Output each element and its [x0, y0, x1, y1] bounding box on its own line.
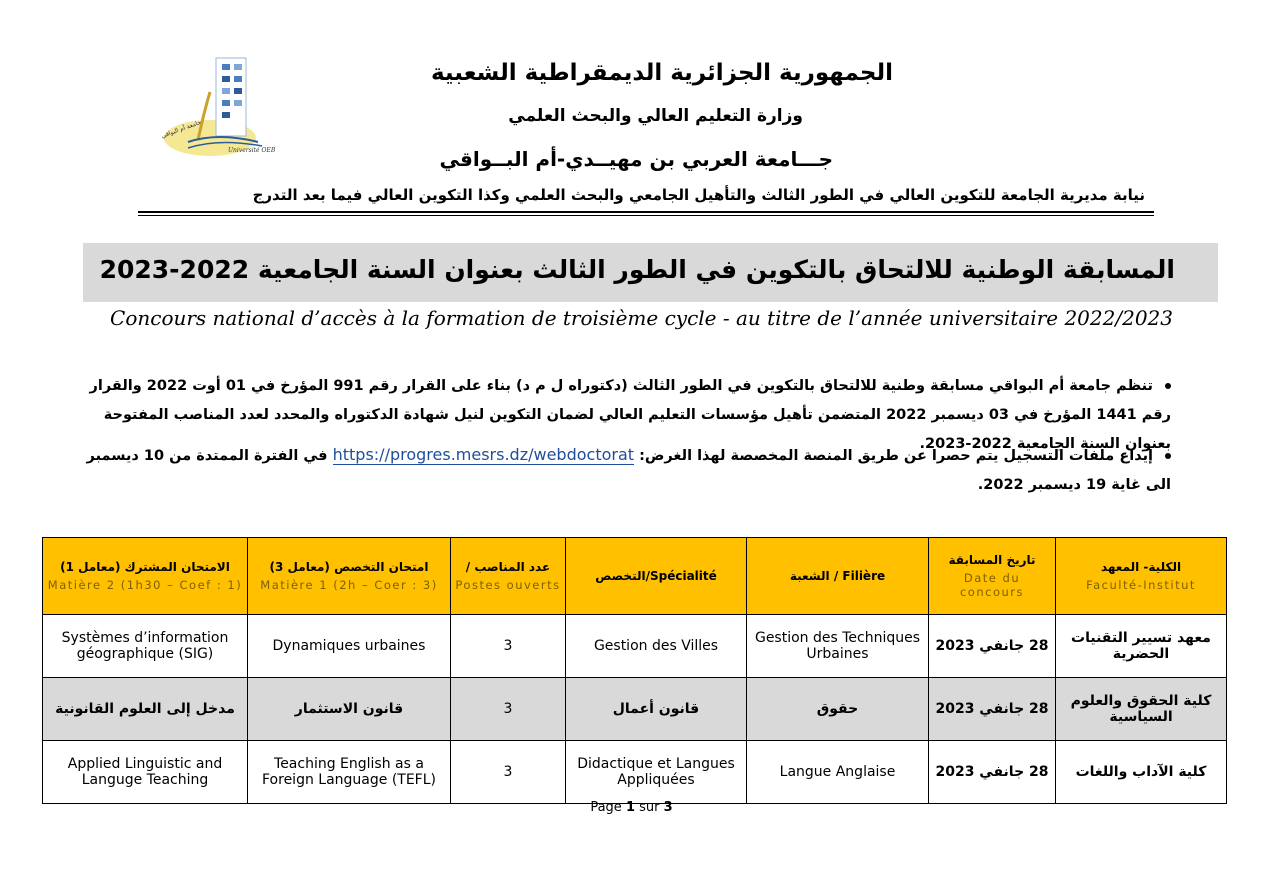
cell-postes: 3: [451, 678, 566, 741]
cell-matiere-1: Teaching English as a Foreign Language (TEFL): [248, 741, 451, 804]
header-date: تاريخ المسابقة Date du concours: [929, 538, 1056, 615]
svg-text:جامعة أم البواقي: جامعة أم البواقي: [160, 118, 203, 140]
cell-filiere: حقوق: [747, 678, 929, 741]
cell-postes: 3: [451, 615, 566, 678]
university-logo: [158, 52, 278, 164]
table-row: [43, 615, 1227, 678]
header-matiere-1: امتحان التخصص (معامل 3) Matière 1 (2h – Coer : 3): [248, 538, 451, 615]
cell-date: 28 جانفي 2023: [929, 615, 1056, 678]
cell-matiere-2: مدخل إلى العلوم القانونية: [43, 678, 248, 741]
paragraph-organisation-text: تنظم جامعة أم البواقي مسابقة وطنية للالتحاق بالتكوين في الطور الثالث (دكتوراه ل م د) بناء على القرار رقم 991 المؤرخ في 01 أوت 2022 والقرار رقم 1441 المؤرخ في 03 ديسمبر 2022 المتضمن تأهيل مؤسسات التعليم العالي لضمان التكوين لنيل شهادة الدكتوراه والمحدد لعدد المناصب المفتوحة بعنوان السنة الجامعية 2022-2023.: [89, 378, 1171, 452]
page-number: 1: [625, 800, 635, 815]
page-footer: [0, 800, 1263, 815]
paragraph-registration: [81, 440, 1171, 500]
header-faculty: الكلية- المعهد Faculté-Institut: [1056, 538, 1227, 615]
page-sur: sur: [639, 800, 660, 815]
republic-heading: الجمهورية الجزائرية الديمقراطية الشعبية: [430, 60, 893, 86]
registration-text-before: إيداع ملفات التسجيل يتم حصرا عن طريق المنصة المخصصة لهذا الغرض:: [639, 448, 1153, 464]
positions-table: [42, 537, 1227, 804]
table-header-row: [43, 538, 1227, 615]
ministry-heading: وزارة التعليم العالي والبحث العلمي: [508, 106, 803, 126]
header-filiere: Filière / الشعبة: [747, 538, 929, 615]
bullet-icon: [1165, 383, 1171, 389]
cell-faculty: معهد تسيير التقنيات الحضرية: [1056, 615, 1227, 678]
header-matiere-2: الامتحان المشترك (معامل 1) Matière 2 (1h30 – Coef : 1): [43, 538, 248, 615]
table-row: [43, 741, 1227, 804]
header-specialite: Spécialité/التخصص: [566, 538, 747, 615]
cell-postes: 3: [451, 741, 566, 804]
cell-filiere: Langue Anglaise: [747, 741, 929, 804]
cell-specialite: Gestion des Villes: [566, 615, 747, 678]
page-label: Page: [590, 800, 622, 815]
cell-matiere-2: Systèmes d’information géographique (SIG): [43, 615, 248, 678]
cell-matiere-1: Dynamiques urbaines: [248, 615, 451, 678]
french-title: Concours national d’accès à la formation de troisième cycle - au titre de l’année universitaire 2022/2023: [110, 306, 1173, 330]
table-row: [43, 678, 1227, 741]
cell-specialite: Didactique et Langues Appliquées: [566, 741, 747, 804]
vice-rectorate-heading: نيابة مديرية الجامعة للتكوين العالي في الطور الثالث والتأهيل الجامعي والبحث العلمي وكذا التكوين العالي فيما بعد التدرج: [252, 186, 1145, 204]
bullet-icon: [1165, 453, 1171, 459]
cell-faculty: كلية الحقوق والعلوم السياسية: [1056, 678, 1227, 741]
webdoctorat-link[interactable]: https://progres.mesrs.dz/webdoctorat: [332, 445, 635, 464]
svg-text:Université OEB: Université OEB: [228, 147, 276, 154]
cell-filiere: Gestion des Techniques Urbaines: [747, 615, 929, 678]
cell-specialite: قانون أعمال: [566, 678, 747, 741]
cell-matiere-1: قانون الاستثمار: [248, 678, 451, 741]
cell-matiere-2: Applied Linguistic and Languge Teaching: [43, 741, 248, 804]
header-divider-thin: [138, 215, 1154, 216]
header-divider: [138, 211, 1154, 213]
university-heading: جـــامعة العربي بن مهيــدي-أم البــواقي: [439, 147, 833, 171]
cell-faculty: كلية الآداب واللغات: [1056, 741, 1227, 804]
cell-date: 28 جانفي 2023: [929, 678, 1056, 741]
cell-date: 28 جانفي 2023: [929, 741, 1056, 804]
arabic-title: المسابقة الوطنية للالتحاق بالتكوين في الطور الثالث بعنوان السنة الجامعية 2022-2023: [99, 255, 1175, 284]
registration-text-after: في الفترة الممتدة من 10 ديسمبر الى غاية 19 ديسمبر 2022.: [86, 448, 1171, 493]
page-total: 3: [663, 800, 673, 815]
header-postes: عدد المناصب / Postes ouverts: [451, 538, 566, 615]
